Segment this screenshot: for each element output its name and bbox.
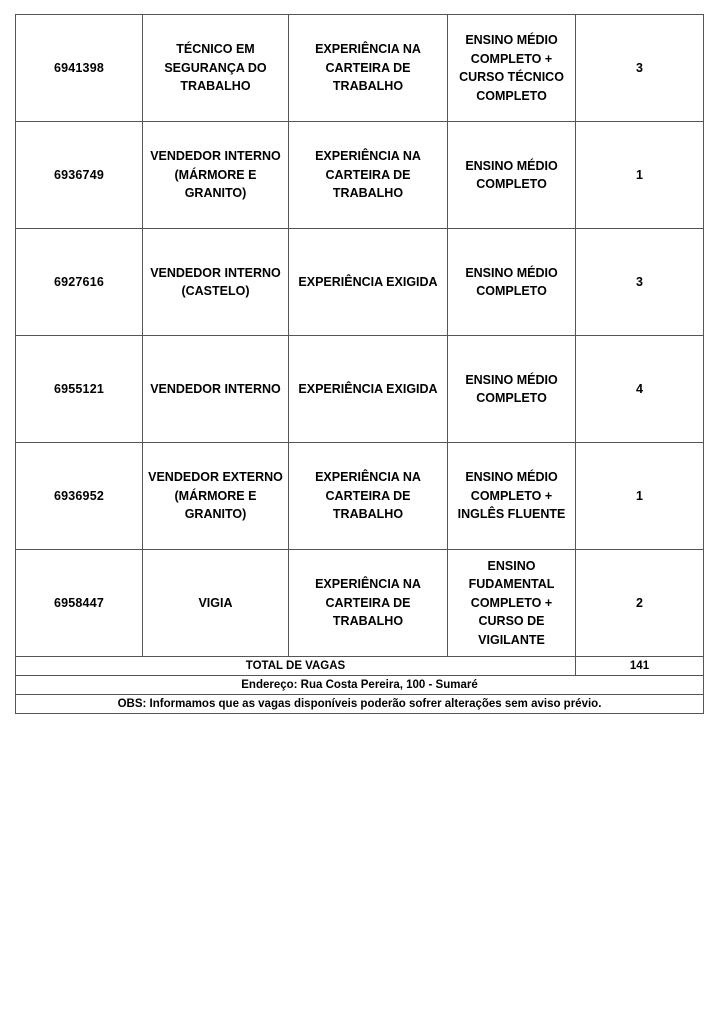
job-position: VENDEDOR INTERNO (CASTELO): [143, 229, 289, 336]
table-row: [16, 550, 704, 657]
table-row: [16, 443, 704, 550]
job-code: 6927616: [16, 229, 143, 336]
job-experience: EXPERIÊNCIA EXIGIDA: [289, 336, 448, 443]
job-code: 6936749: [16, 122, 143, 229]
job-code: 6941398: [16, 15, 143, 122]
job-vacancies-table: [15, 14, 704, 714]
job-vacancies: 1: [576, 443, 704, 550]
job-vacancies: 1: [576, 122, 704, 229]
table-row: [16, 122, 704, 229]
job-experience: EXPERIÊNCIA EXIGIDA: [289, 229, 448, 336]
address-text: Endereço: Rua Costa Pereira, 100 - Sumaré: [16, 676, 704, 695]
job-code: 6936952: [16, 443, 143, 550]
job-education: ENSINO MÉDIO COMPLETO: [448, 229, 576, 336]
job-experience: EXPERIÊNCIA NA CARTEIRA DE TRABALHO: [289, 550, 448, 657]
job-education: ENSINO MÉDIO COMPLETO + INGLÊS FLUENTE: [448, 443, 576, 550]
total-value: 141: [576, 657, 704, 676]
job-code: 6955121: [16, 336, 143, 443]
notice-text: OBS: Informamos que as vagas disponíveis poderão sofrer alterações sem aviso prévio.: [16, 695, 704, 714]
table-row: [16, 15, 704, 122]
job-vacancies: 3: [576, 15, 704, 122]
job-education: ENSINO MÉDIO COMPLETO: [448, 336, 576, 443]
job-education: ENSINO FUDAMENTAL COMPLETO + CURSO DE VIGILANTE: [448, 550, 576, 657]
job-listing-sheet: [15, 14, 703, 714]
job-vacancies: 3: [576, 229, 704, 336]
job-education: ENSINO MÉDIO COMPLETO + CURSO TÉCNICO COMPLETO: [448, 15, 576, 122]
job-code: 6958447: [16, 550, 143, 657]
job-education: ENSINO MÉDIO COMPLETO: [448, 122, 576, 229]
job-position: VENDEDOR INTERNO (MÁRMORE E GRANITO): [143, 122, 289, 229]
note-row: [16, 695, 704, 714]
table-row: [16, 336, 704, 443]
job-position: VIGIA: [143, 550, 289, 657]
total-row: [16, 657, 704, 676]
job-vacancies: 4: [576, 336, 704, 443]
job-experience: EXPERIÊNCIA NA CARTEIRA DE TRABALHO: [289, 443, 448, 550]
job-position: TÉCNICO EM SEGURANÇA DO TRABALHO: [143, 15, 289, 122]
job-experience: EXPERIÊNCIA NA CARTEIRA DE TRABALHO: [289, 15, 448, 122]
address-row: [16, 676, 704, 695]
job-experience: EXPERIÊNCIA NA CARTEIRA DE TRABALHO: [289, 122, 448, 229]
total-label: TOTAL DE VAGAS: [16, 657, 576, 676]
table-row: [16, 229, 704, 336]
job-position: VENDEDOR INTERNO: [143, 336, 289, 443]
job-vacancies: 2: [576, 550, 704, 657]
job-position: VENDEDOR EXTERNO (MÁRMORE E GRANITO): [143, 443, 289, 550]
